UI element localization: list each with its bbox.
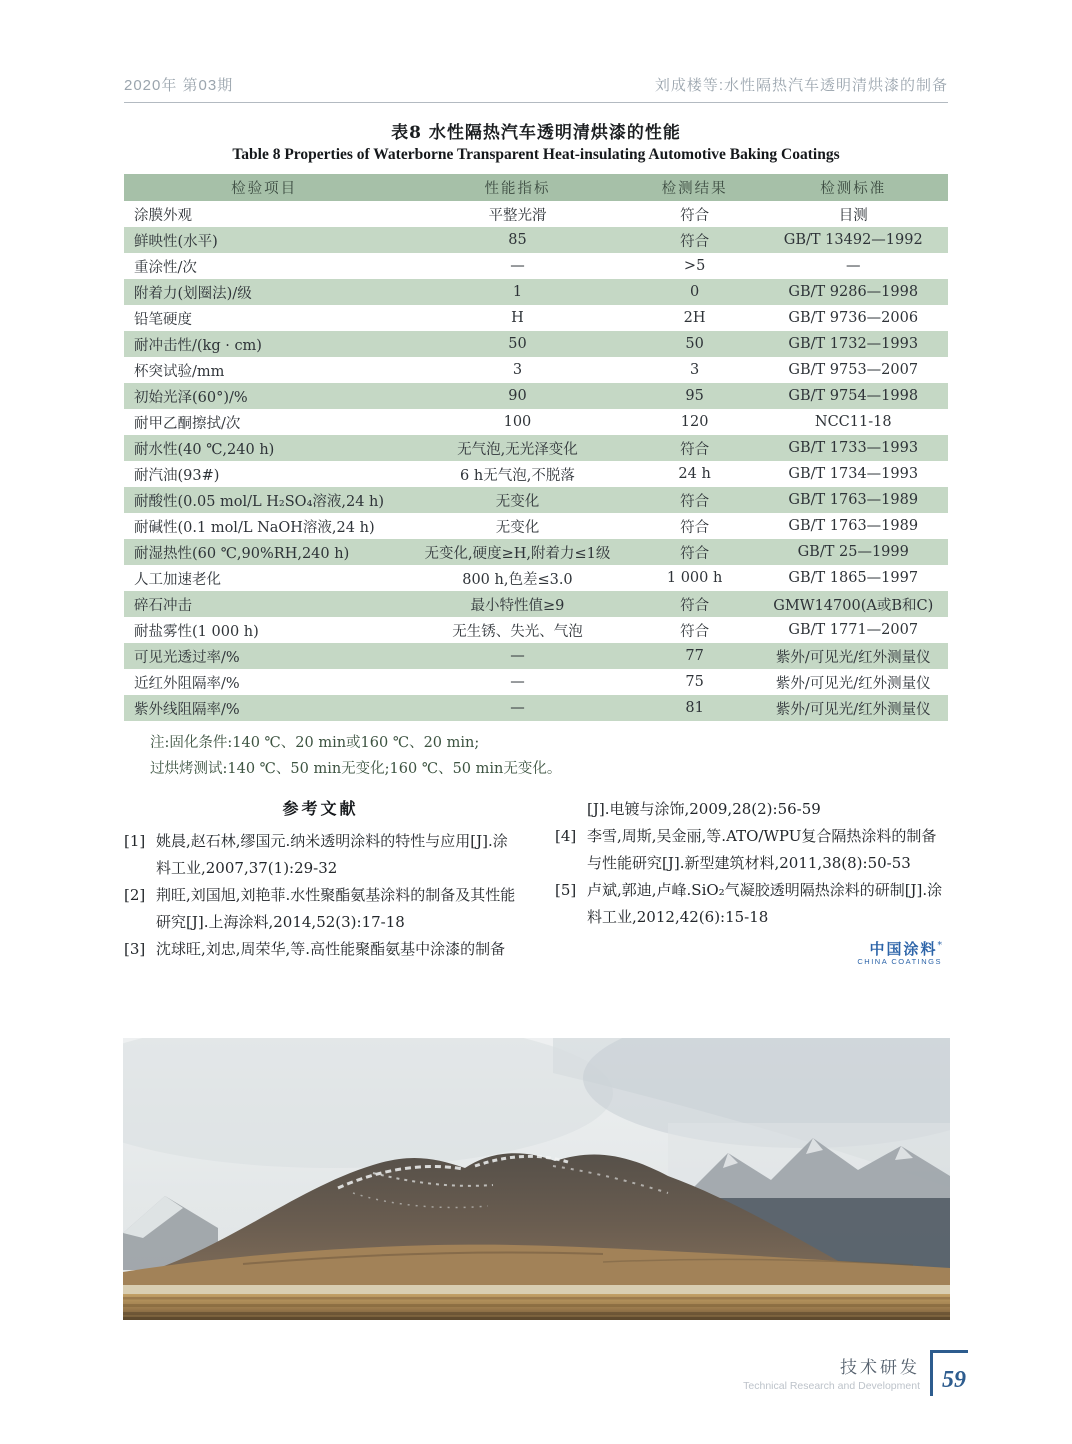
references-heading: 参考文献 <box>282 799 359 818</box>
table-cell: 81 <box>631 695 759 721</box>
table-row <box>124 383 948 409</box>
table-cell: 耐湿热性(60 ℃,90%RH,240 h) <box>124 539 404 565</box>
table-cell: 77 <box>631 643 759 669</box>
china-coatings-logo <box>555 941 948 966</box>
table-cell: 杯突试验/mm <box>134 363 225 380</box>
table-cell: 耐汽油(93#) <box>134 467 220 484</box>
table-cell: 90 <box>404 383 631 409</box>
note-line-1: 注:固化条件:140 ℃、20 min或160 ℃、20 min; <box>150 735 480 751</box>
table-row <box>124 357 948 383</box>
table-cell: NCC11-18 <box>814 414 892 430</box>
table-row <box>124 305 948 331</box>
table-cell: 铅笔硬度 <box>134 311 192 328</box>
mountain-landscape-illustration <box>123 1038 950 1320</box>
table-cell: 0 <box>631 279 759 305</box>
reference-item <box>124 882 517 936</box>
reference-marker: [1] <box>124 832 146 850</box>
table-cell: 符合 <box>631 227 759 253</box>
table-cell: 符合 <box>631 539 759 565</box>
table-row <box>124 253 948 279</box>
column-header: 检测标准 <box>758 174 948 201</box>
table-cell: 24 h <box>678 466 711 482</box>
table-cell: 重涂性/次 <box>134 259 197 276</box>
footer-section-labels <box>743 1353 920 1396</box>
table-cell: 6 h无气泡,不脱落 <box>460 467 575 484</box>
table-cell: 符合 <box>680 623 710 640</box>
table-row <box>124 227 948 253</box>
table-cell: — <box>510 674 525 690</box>
page-footer <box>743 1350 968 1396</box>
table-cell: 1 000 h <box>666 570 723 586</box>
column-header: 检验项目 <box>124 174 404 201</box>
logo-trademark: * <box>937 941 942 951</box>
table-cell: 平整光滑 <box>488 207 547 224</box>
table-cell: 耐盐雾性(1 000 h) <box>134 623 259 640</box>
table-cell: GMW14700(A或B和C) <box>758 591 948 617</box>
references-right-column <box>555 796 948 966</box>
running-head <box>124 74 948 103</box>
table-row <box>124 461 948 487</box>
table-cell: 50 <box>631 331 759 357</box>
reference-marker: [2] <box>124 886 146 904</box>
table-row <box>124 331 948 357</box>
table-cell: 无变化 <box>404 487 631 513</box>
table-cell: 碎石冲击 <box>124 591 404 617</box>
table-cell: GB/T 9754—1998 <box>758 383 948 409</box>
reference-marker: [4] <box>555 827 577 845</box>
reference-text: 姚晨,赵石林,缪国元.纳米透明涂料的特性与应用[J].涂料工业,2007,37(1):29-32 <box>156 832 508 877</box>
table-row <box>124 539 948 565</box>
table-cell: 符合 <box>631 487 759 513</box>
reference-item <box>124 936 517 963</box>
table-cell: 85 <box>404 227 631 253</box>
table-title-zh: 表8 水性隔热汽车透明清烘漆的性能 <box>391 123 681 143</box>
properties-table <box>124 174 948 721</box>
note-line-2: 过烘烤测试:140 ℃、50 min无变化;160 ℃、50 min无变化。 <box>150 761 562 777</box>
table-cell: — <box>845 258 861 274</box>
table-cell: 2H <box>683 310 706 326</box>
reference-item <box>555 823 948 877</box>
table-cell: 无变化,硬度≥H,附着力≤1级 <box>404 539 631 565</box>
table-cell: 紫外/可见光/红外测量仪 <box>758 643 948 669</box>
table-header-row <box>124 174 948 201</box>
table-cell: GB/T 1763—1989 <box>758 487 948 513</box>
reference-marker <box>555 796 587 823</box>
table-cell: 涂膜外观 <box>134 207 192 224</box>
table-cell: 附着力(划圈法)/级 <box>124 279 404 305</box>
table-row <box>124 643 948 669</box>
references-section <box>124 796 948 966</box>
table-cell: 无气泡,无光泽变化 <box>404 435 631 461</box>
table-cell: GB/T 9753—2007 <box>788 362 919 378</box>
reference-marker: [5] <box>555 881 577 899</box>
table-cell: 近红外阻隔率/% <box>134 675 240 692</box>
table-cell: GB/T 1763—1989 <box>788 518 919 534</box>
table-cell: GB/T 13492—1992 <box>758 227 948 253</box>
table-cell: 3 <box>689 362 700 378</box>
table-cell: 人工加速老化 <box>134 571 221 588</box>
table-row <box>124 695 948 721</box>
table-cell: — <box>404 695 631 721</box>
table-cell: 120 <box>680 414 709 430</box>
table-cell: 耐碱性(0.1 mol/L NaOH溶液,24 h) <box>134 519 375 536</box>
table-row <box>124 591 948 617</box>
reference-text: 荆旺,刘国旭,刘艳菲.水性聚酯氨基涂料的制备及其性能研究[J].上海涂料,2014,52(3):17-18 <box>156 886 516 931</box>
reference-text: 沈球旺,刘忠,周荣华,等.高性能聚酯氨基中涂漆的制备 <box>156 940 506 958</box>
table-cell: 1 <box>404 279 631 305</box>
table-row <box>124 513 948 539</box>
table-cell: GB/T 9286—1998 <box>758 279 948 305</box>
table-cell: — <box>510 258 525 274</box>
table-cell: >5 <box>683 258 706 274</box>
table-cell: GB/T 1771—2007 <box>788 622 919 638</box>
table-cell: 耐酸性(0.05 mol/L H₂SO₄溶液,24 h) <box>124 487 404 513</box>
table-row <box>124 435 948 461</box>
column-header: 性能指标 <box>404 174 631 201</box>
table-cell: — <box>404 643 631 669</box>
table-cell: 800 h,色差≤3.0 <box>462 571 573 588</box>
references-left-column <box>124 796 517 966</box>
issue-label: 2020年 第03期 <box>124 77 234 94</box>
table-cell: GB/T 25—1999 <box>758 539 948 565</box>
table-cell: 最小特性值≥9 <box>404 591 631 617</box>
table-cell: GB/T 1865—1997 <box>788 570 919 586</box>
table-cell: GB/T 1733—1993 <box>758 435 948 461</box>
landscape-photo <box>123 1038 950 1320</box>
table-cell: 无变化 <box>495 519 540 536</box>
table-cell: 无生锈、失光、气泡 <box>452 623 583 640</box>
table-cell: 100 <box>503 414 532 430</box>
table-cell: 符合 <box>631 591 759 617</box>
table-cell: GB/T 1734—1993 <box>788 466 919 482</box>
table-row <box>124 487 948 513</box>
table-cell: 紫外/可见光/红外测量仪 <box>758 695 948 721</box>
table-row <box>124 565 948 591</box>
logo-text-en: CHINA COATINGS <box>857 956 942 966</box>
table-cell: GB/T 9736—2006 <box>788 310 919 326</box>
page-number: 59 <box>942 1367 966 1393</box>
table-cell: 符合 <box>680 519 710 536</box>
table-cell: 鲜映性(水平) <box>124 227 404 253</box>
table-row <box>124 201 948 227</box>
table-row <box>124 279 948 305</box>
page-number-box <box>930 1350 968 1396</box>
reference-item <box>555 877 948 931</box>
logo-text-zh: 中国涂料 <box>869 940 938 958</box>
table-cell: 可见光透过率/% <box>124 643 404 669</box>
reference-item <box>555 796 948 823</box>
table-cell: H <box>511 310 524 326</box>
article-title-header: 刘成楼等:水性隔热汽车透明清烘漆的制备 <box>654 77 948 94</box>
footer-section-en: Technical Research and Development <box>743 1380 920 1392</box>
table-cell: 75 <box>685 674 704 690</box>
table-cell: 3 <box>512 362 523 378</box>
table-cell: 符合 <box>680 207 710 224</box>
reference-text: 卢斌,郭迪,卢峰.SiO₂气凝胶透明隔热涂料的研制[J].涂料工业,2012,42(6):15-18 <box>587 881 943 926</box>
table-cell: 紫外线阻隔率/% <box>124 695 404 721</box>
table-cell: 紫外/可见光/红外测量仪 <box>775 675 931 692</box>
table-cell: 符合 <box>631 435 759 461</box>
reference-marker: [3] <box>124 940 146 958</box>
table-cell: 目测 <box>838 207 868 224</box>
table-cell: 初始光泽(60°)/% <box>124 383 404 409</box>
table-cell: 耐甲乙酮擦拭/次 <box>134 415 241 432</box>
table-row <box>124 409 948 435</box>
footer-section-zh: 技术研发 <box>840 1358 920 1377</box>
table-notes <box>150 730 561 782</box>
table-cell: 耐水性(40 ℃,240 h) <box>124 435 404 461</box>
table-cell: 95 <box>631 383 759 409</box>
reference-item <box>124 828 517 882</box>
table-title-en: Table 8 Properties of Waterborne Transparent Heat-insulating Automotive Baking Coatings <box>232 146 840 163</box>
reference-text: [J].电镀与涂饰,2009,28(2):56-59 <box>587 800 821 818</box>
table-cell: 50 <box>404 331 631 357</box>
column-header: 检测结果 <box>631 174 759 201</box>
table-cell: GB/T 1732—1993 <box>758 331 948 357</box>
reference-text: 李雪,周斯,吴金丽,等.ATO/WPU复合隔热涂料的制备与性能研究[J].新型建筑材料,2011,38(8):50-53 <box>587 827 937 872</box>
table-row <box>124 617 948 643</box>
table-row <box>124 669 948 695</box>
table-cell: 耐冲击性/(kg · cm) <box>124 331 404 357</box>
